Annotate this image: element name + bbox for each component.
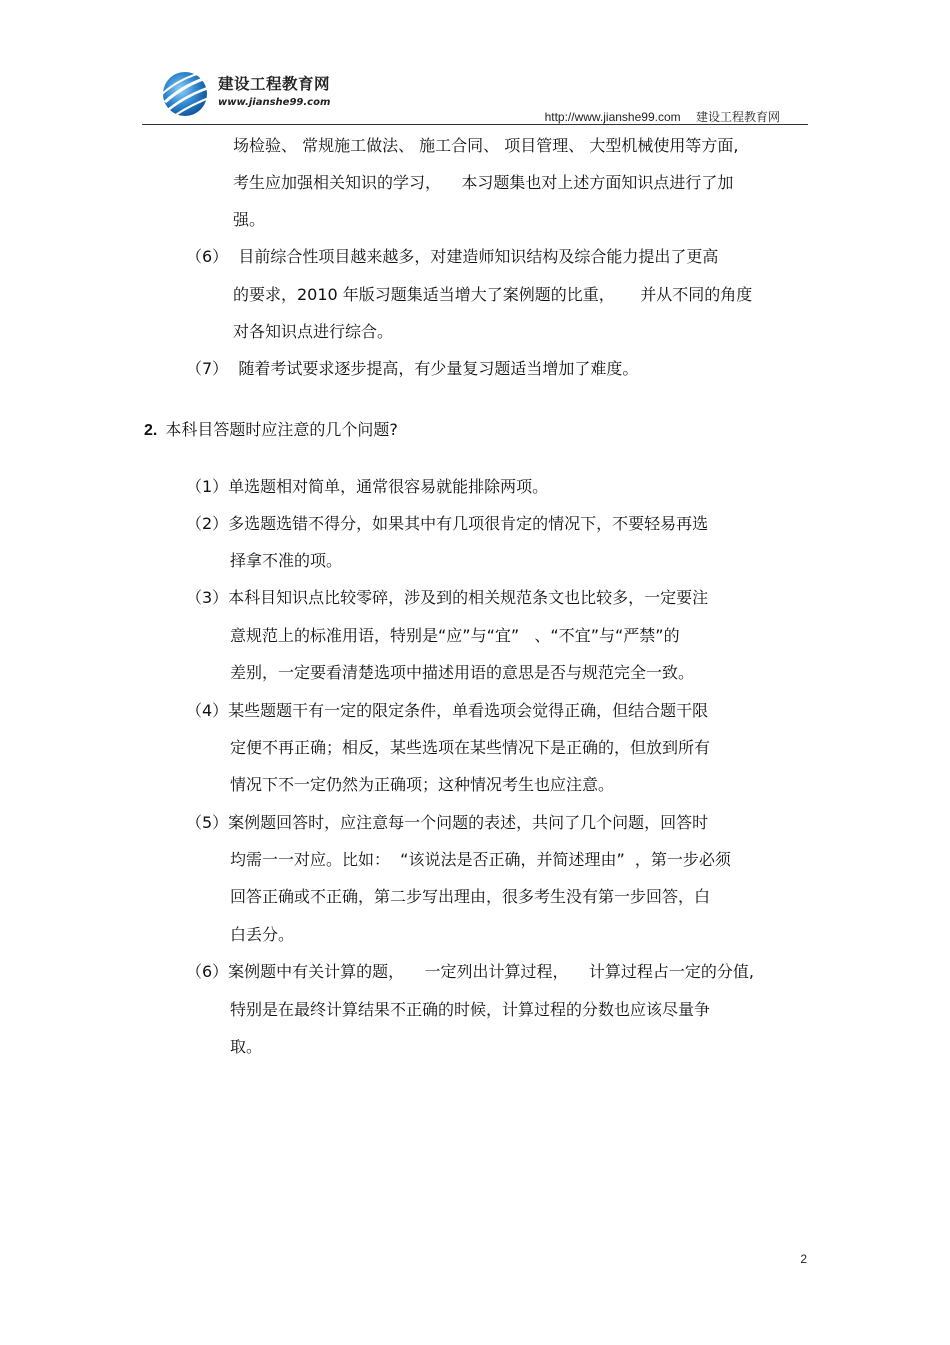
header-url-link[interactable]: http://www.jianshe99.com: [544, 110, 681, 124]
text-line: （2）多选题选错不得分，如果其中有几项很肯定的情况下，不要轻易再选: [186, 514, 709, 533]
text-line: 考生应加强相关知识的学习， 本习题集也对上述方面知识点进行了加: [233, 173, 734, 192]
text-line: 意规范上的标准用语，特别是“应”与“宜” 、“不宜”与“严禁”的: [230, 626, 680, 645]
section-number: 2.: [144, 422, 158, 439]
logo-url: www.jianshe99.com: [218, 97, 331, 108]
globe-logo-icon: [160, 64, 218, 124]
page-number: 2: [800, 1252, 807, 1266]
text-line: 对各知识点进行综合。: [233, 322, 394, 341]
text-line: 特别是在最终计算结果不正确的时候，计算过程的分数也应该尽量争: [230, 1000, 711, 1019]
text-line: （7） 随着考试要求逐步提高，有少量复习题适当增加了难度。: [186, 359, 639, 378]
section-title: 本科目答题时应注意的几个问题?: [165, 420, 398, 439]
section-heading: [144, 420, 398, 441]
text-line: 情况下不一定仍然为正确项；这种情况考生也应注意。: [230, 775, 615, 794]
text-line: （1）单选题相对简单，通常很容易就能排除两项。: [186, 477, 549, 496]
text-line: （6）案例题中有关计算的题， 一定列出计算过程， 计算过程占一定的分值,: [186, 962, 754, 981]
text-line: 场检验、 常规施工做法、 施工合同、 项目管理、 大型机械使用等方面,: [233, 136, 739, 155]
header-divider: [142, 124, 808, 125]
text-line: 定便不再正确；相反，某些选项在某些情况下是正确的，但放到所有: [230, 738, 711, 757]
text-line: （6） 目前综合性项目越来越多，对建造师知识结构及综合能力提出了更高: [186, 247, 719, 266]
text-line: 取。: [230, 1037, 263, 1056]
header-site-name: 建设工程教育网: [695, 110, 780, 124]
text-line: 的要求，2010 年版习题集适当增大了案例题的比重， 并从不同的角度: [233, 285, 753, 304]
site-logo[interactable]: [160, 64, 360, 124]
text-line: （5）案例题回答时，应注意每一个问题的表述，共问了几个问题，回答时: [186, 813, 709, 832]
logo-name: 建设工程教育网: [218, 75, 331, 93]
text-line: 差别，一定要看清楚选项中描述用语的意思是否与规范完全一致。: [230, 663, 695, 682]
text-line: 回答正确或不正确，第二步写出理由，很多考生没有第一步回答，白: [230, 887, 711, 906]
text-line: 强。: [233, 210, 266, 229]
text-line: 均需一一对应。比如： “该说法是否正确，并简述理由” ，第一步必须: [230, 850, 731, 869]
text-line: （3）本科目知识点比较零碎，涉及到的相关规范条文也比较多，一定要注: [186, 588, 709, 607]
text-line: 择拿不准的项。: [230, 551, 343, 570]
text-line: （4）某些题题干有一定的限定条件，单看选项会觉得正确，但结合题干限: [186, 701, 709, 720]
text-line: 白丢分。: [230, 925, 295, 944]
header-right: [545, 108, 780, 125]
